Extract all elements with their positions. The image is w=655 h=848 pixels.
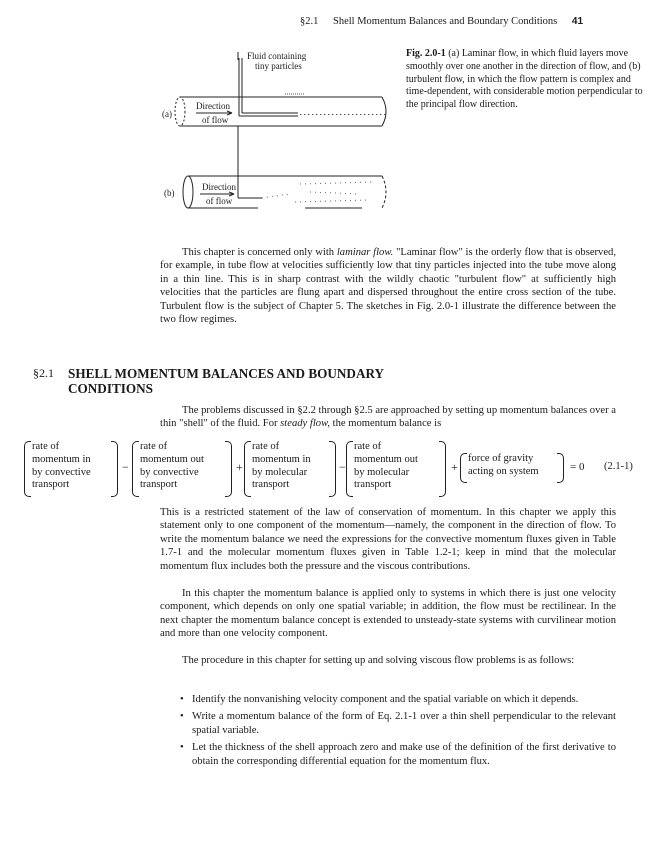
bullet-icon: • bbox=[180, 742, 184, 754]
equation-term-5: force of gravity acting on system bbox=[460, 453, 564, 483]
list-item: • Let the thickness of the shell approach zero and make use of the definition of the first derivative to obtain the corresponding differential equation for the momentum flux. bbox=[180, 742, 616, 767]
equation-term-3: rate of momentum in by molecular transport bbox=[244, 441, 336, 497]
figure-caption bbox=[406, 48, 646, 112]
section-number: §2.1 bbox=[33, 366, 54, 380]
body-paragraph-2: In this chapter the momentum balance is applied only to systems in which there is just one velocity component, which depends on only one spatial variable; in addition, the flow must be rectilinear. In the next chapter the momentum balance concept is extended to unsteady-state systems with curvilinear motion and more than one velocity component. bbox=[160, 588, 616, 640]
list-item: • Write a momentum balance of the form of Eq. 2.1-1 over a thin shell perpendicular to the relevant spatial variable. bbox=[180, 711, 616, 736]
intro-paragraph: This chapter is concerned only with laminar flow. "Laminar flow" is the orderly flow that is observed, for example, in tube flow at velocities sufficiently low that tiny particles injected into the tube move along in a thin line. This is in sharp contrast with the wildly chaotic "turbulent flow" at sufficiently high velocities that the particles are flung apart and dispersed throughout the entire cross section of the tube. Turbulent flow is the subject of Chapter 5. The sketches in Fig. 2.0-1 illustrate the difference between the two flow regimes. bbox=[160, 247, 616, 326]
direction-of-flow-label-a: Direction of flow bbox=[196, 101, 230, 125]
direction-of-flow-label-b: Direction of flow bbox=[202, 182, 236, 206]
page-number: 41 bbox=[571, 16, 584, 27]
steps-list bbox=[180, 693, 616, 768]
part-a-label: (a) bbox=[162, 109, 172, 119]
equation-rhs: = 0 bbox=[570, 461, 585, 473]
equation-term-4: rate of momentum out by molecular transport bbox=[346, 441, 446, 497]
part-b-label: (b) bbox=[164, 188, 175, 198]
equation-term-2: rate of momentum out by convective transport bbox=[132, 441, 232, 497]
section-intro-paragraph: The problems discussed in §2.2 through §2.5 are approached by setting up momentum balances over a thin "shell" of the fluid. For steady flow, the momentum balance is bbox=[160, 405, 616, 430]
fluid-label: Fluid containing tiny particles bbox=[247, 51, 307, 71]
body-paragraph-3: The procedure in this chapter for setting up and solving viscous flow problems is as follows: bbox=[182, 655, 575, 666]
bullet-icon: • bbox=[180, 694, 184, 705]
momentum-balance-equation bbox=[24, 441, 644, 501]
running-head-title: Shell Momentum Balances and Boundary Conditions bbox=[333, 16, 558, 27]
procedure-steps bbox=[180, 693, 616, 772]
equation-operator: + bbox=[236, 460, 243, 474]
equation-operator: − bbox=[122, 460, 129, 474]
figure-caption-text: (a) Laminar flow, in which fluid layers move smoothly over one another in the direction of flow, and (b) turbulent flow, in which the flow pattern is complex and time-dependent, with considerable motion perpendicular to the principal flow direction. bbox=[406, 48, 643, 111]
figure-caption-label: Fig. 2.0-1 bbox=[406, 48, 446, 59]
body-paragraph-1: This is a restricted statement of the law of conservation of momentum. In this chapter we apply this statement only to one component of the momentum—namely, the component in the direction of flow. To write the momentum balance we need the expressions for the convective momentum fluxes given in Table 1.7-1 and the molecular momentum fluxes given in Table 1.2-1; keep in mind that the molecular momentum flux includes both the pressure and the viscous contributions. bbox=[160, 507, 616, 572]
equation-operator: − bbox=[339, 460, 346, 474]
running-head-section: §2.1 bbox=[300, 16, 319, 27]
equation-number: (2.1-1) bbox=[604, 461, 633, 472]
emphasis-steady-flow: steady flow, bbox=[280, 418, 330, 430]
equation-term-1: rate of momentum in by convective transport bbox=[24, 441, 118, 497]
bullet-icon: • bbox=[180, 711, 184, 723]
running-head bbox=[300, 16, 650, 27]
section-title: SHELL MOMENTUM BALANCES AND BOUNDARY CONDITIONS bbox=[68, 366, 384, 396]
emphasis-laminar-flow: laminar flow. bbox=[336, 247, 394, 258]
list-item: • Identify the nonvanishing velocity component and the spatial variable on which it depends. bbox=[180, 694, 579, 705]
figure-diagram bbox=[150, 42, 400, 222]
equation-operator: + bbox=[451, 460, 458, 474]
